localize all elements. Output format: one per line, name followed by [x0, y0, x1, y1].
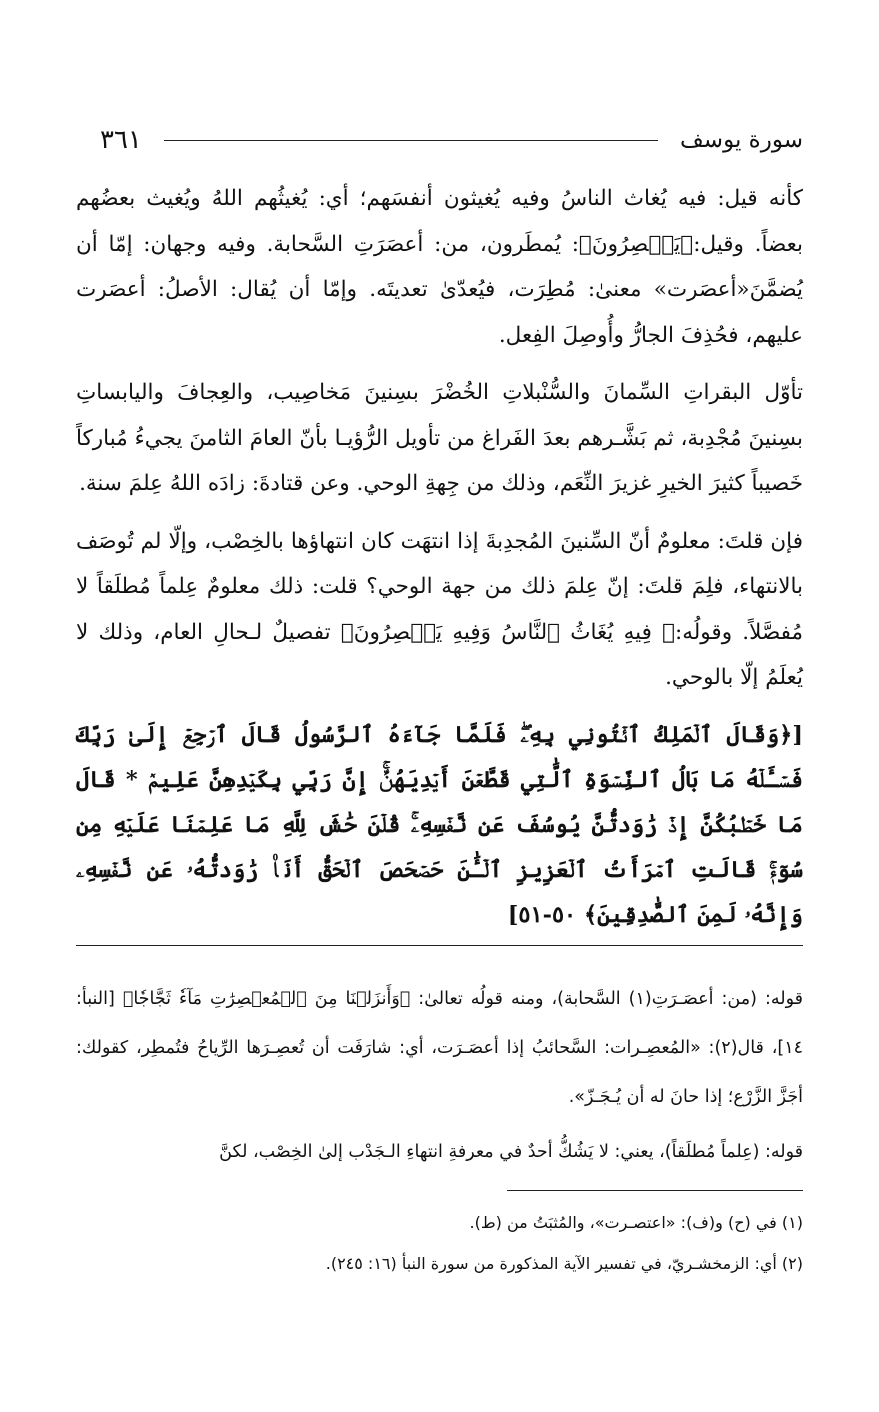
footnotes — [76, 1206, 803, 1288]
main-paragraph-3: فإن قلتَ: معلومٌ أنّ السِّنينَ المُجدِبةَ إذا انتهَت كان انتهاؤها بالخِصْب، وإلّا لم تُوصَف بالانتهاء، فلِمَ قلتَ: إنّ عِلمَ ذلك من جهة الوحي؟ قلت: ذلك معلومٌ عِلماً مُطلَقاً لا مُفصَّلاً. وقولُه:﴿ فِيهِ يُغَاثُ ٱلنَّاسُ وَفِيهِ يَعۡصِرُونَ﴾ تفصيلٌ لـحالِ العام، وذلك لا يُعلَمُ إلّا بالوحي. — [76, 528, 803, 690]
header-rule — [164, 140, 658, 141]
footnote-2: (٢) أي: الزمخشـريّ، في تفسير الآية المذكورة من سورة النبأ (١٦: ٢٤٥). — [325, 1254, 803, 1273]
quran-verse: [﴿وَقَالَ ٱلۡمَلِكُ ٱئۡتُونِي بِهِۦۖ فَلَمَّا جَآءَهُ ٱلرَّسُولُ قَالَ ٱرۡجِعۡ إِلَىٰ رَبِّكَ فَسۡـَٔلۡهُ مَا بَالُ ٱلنِّسۡوَةِ ٱلَّٰتِي قَطَّعۡنَ أَيۡدِيَهُنَّۚ إِنَّ رَبِّي بِكَيۡدِهِنَّ عَلِيمٞ * قَالَ مَا خَطۡبُكُنَّ إِذۡ رَٰوَدتُّنَّ يُوسُفَ عَن نَّفۡسِهِۦۚ قُلۡنَ حَٰشَ لِلَّهِ مَا عَلِمۡنَا عَلَيۡهِ مِن سُوٓءٖۚ قَالَتِ ٱمۡرَأَتُ ٱلۡعَزِيزِ ٱلۡـَٰٔنَ حَصۡحَصَ ٱلۡحَقُّ أَنَا۠ رَٰوَدتُّهُۥ عَن نَّفۡسِهِۦ وَإِنَّهُۥ لَمِنَ ٱلصَّٰدِقِينَ﴾ ٥٠-٥١] — [76, 721, 803, 928]
footnote-1: (١) في (ح) و(ف): «اعتصـرت»، والمُثبَتُ من (ط). — [469, 1213, 803, 1232]
section-divider — [76, 945, 803, 946]
commentary-section — [76, 975, 803, 1177]
running-header — [100, 118, 803, 162]
main-paragraph-1: كأنه قيل: فيه يُغاث الناسُ وفيه يُغيثون أنفسَهم؛ أي: يُغيثُهم اللهُ ويُغيث بعضُهم بعضاً. وقيل:﴿يَعۡصِرُونَ﴾: يُمطَرون، من: أعصَرَتِ السَّحابة. وفيه وجهان: إمّا أن يُضمَّنَ«أعصَرت» معنىٰ: مُطِرَت، فيُعدّىٰ تعديتَه. وإمّا أن يُقال: الأصلُ: أعصَرت عليهم، فحُذِفَ الجارُّ وأُوصِلَ الفِعل. — [76, 186, 803, 348]
footnote-divider — [507, 1190, 803, 1191]
main-paragraph-2: تأوّل البقراتِ السِّمانَ والسُّنْبلاتِ الخُضْرَ بسِنينَ مَخاصِيب، والعِجافَ واليابساتِ بسِنينَ مُجْدِبة، ثم بَشَّـرهم بعدَ الفَراغ من تأويل الرُّؤيـا بأنّ العامَ الثامنَ يجيءُ مُباركاً خَصيباً كثيرَ الخيرِ غزيرَ النِّعَم، وذلك من جِهةِ الوحي. وعن قتادةَ: زادَه اللهُ عِلمَ سنة. — [76, 380, 803, 496]
surah-title: سورة يوسف — [680, 127, 803, 153]
page-number: ٣٦١ — [100, 125, 142, 155]
main-text — [76, 176, 803, 938]
commentary-paragraph-1: قوله: (من: أعصَـرَتِ(١) السَّحابة)، ومنه قولُه تعالىٰ: ﴿وَأَنزَلۡنَا مِنَ ٱلۡمُعۡصِرَٰتِ مَآءٗ ثَجَّاجٗا﴾ [النبأ: ١٤]، قال(٢): «المُعصِـرات: السَّحائبُ إذا أعصَـرَت، أي: شارَفَت أن تُعصِـرَها الرِّياحُ فتُمطِر، كقولك: أجَزَّ الزَّرْع؛ إذا حانَ له أن يُـجَـزّ». — [76, 989, 803, 1107]
commentary-paragraph-2: قوله: (عِلماً مُطلَقاً)، يعني: لا يَشُكُّ أحدٌ في معرفةِ انتهاءِ الـجَدْب إلىٰ الخِصْب، لكنَّ — [219, 1142, 803, 1162]
